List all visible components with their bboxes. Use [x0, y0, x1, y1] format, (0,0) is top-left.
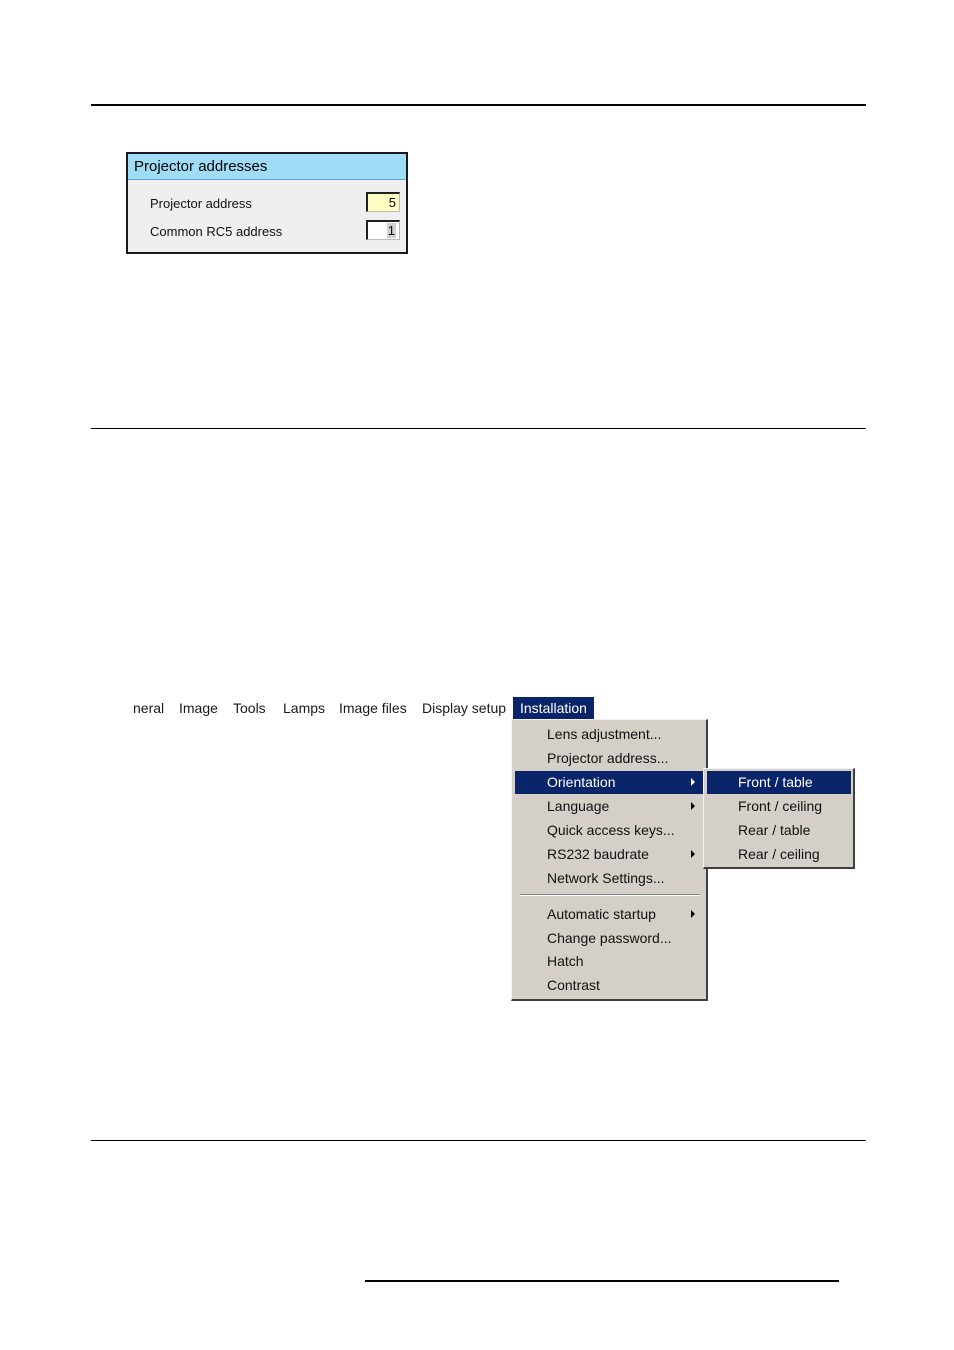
section-rule: [91, 428, 866, 429]
menu-item-label: Lens adjustment...: [547, 726, 662, 742]
menu-separator: [520, 894, 700, 896]
menu-lamps[interactable]: Lamps: [283, 700, 326, 716]
menu-image-files[interactable]: Image files: [339, 700, 407, 716]
menu-item-label: Automatic startup: [547, 906, 656, 922]
submenu-arrow-icon: [691, 778, 695, 786]
orientation-submenu: [703, 768, 855, 869]
projector-address-label: Projector address: [150, 196, 252, 211]
menu-item-orientation[interactable]: [515, 771, 703, 794]
menu-item-label: Quick access keys...: [547, 822, 675, 838]
menu-item-label: Projector address...: [547, 750, 669, 766]
projector-addresses-dialog: [126, 152, 408, 254]
submenu-arrow-icon: [691, 910, 695, 918]
menu-item-projector-address[interactable]: [515, 747, 703, 770]
menu-image[interactable]: Image: [179, 700, 218, 716]
submenu-arrow-icon: [691, 850, 695, 858]
menu-installation[interactable]: Installation: [513, 697, 594, 719]
menu-item-hatch[interactable]: [515, 950, 703, 973]
menu-item-change-password[interactable]: [515, 927, 703, 950]
submenu-arrow-icon: [691, 802, 695, 810]
common-rc5-address-field[interactable]: [366, 220, 400, 240]
menu-item-label: Language: [547, 798, 610, 814]
menu-item-lens-adjustment[interactable]: [515, 723, 703, 746]
installation-dropdown: [511, 719, 708, 1001]
menu-bar: [133, 697, 595, 719]
projector-address-field[interactable]: 5: [366, 192, 400, 212]
submenu-item-rear-ceiling[interactable]: Rear / ceiling: [738, 846, 820, 862]
menu-display-setup[interactable]: Display setup: [422, 700, 507, 716]
common-rc5-address-value: 1: [387, 223, 395, 238]
menu-item-label: Hatch: [547, 953, 584, 969]
menu-item-label: Orientation: [547, 774, 616, 790]
menu-item-contrast[interactable]: [515, 974, 703, 997]
menu-item-rs232-baudrate[interactable]: [515, 843, 703, 866]
menu-item-automatic-startup[interactable]: [515, 903, 703, 926]
menu-item-label: Network Settings...: [547, 870, 665, 886]
menu-tools[interactable]: Tools: [233, 700, 266, 716]
section-rule: [91, 1140, 866, 1141]
menu-item-network-settings[interactable]: [515, 867, 703, 890]
submenu-item-front-ceiling[interactable]: Front / ceiling: [738, 798, 823, 814]
dialog-title: Projector addresses: [128, 154, 406, 180]
footer-rule: [365, 1280, 839, 1282]
submenu-item-front-table[interactable]: Front / table: [707, 771, 851, 794]
common-rc5-address-label: Common RC5 address: [150, 224, 283, 239]
submenu-item-rear-table[interactable]: Rear / table: [738, 822, 811, 838]
menu-item-quick-access-keys[interactable]: [515, 819, 703, 842]
header-rule: [91, 104, 866, 106]
menu-item-label: Change password...: [547, 930, 672, 946]
menu-item-label: RS232 baudrate: [547, 846, 649, 862]
menu-item-language[interactable]: [515, 795, 703, 818]
menu-item-label: Contrast: [547, 977, 600, 993]
menu-general[interactable]: neral: [133, 700, 165, 716]
